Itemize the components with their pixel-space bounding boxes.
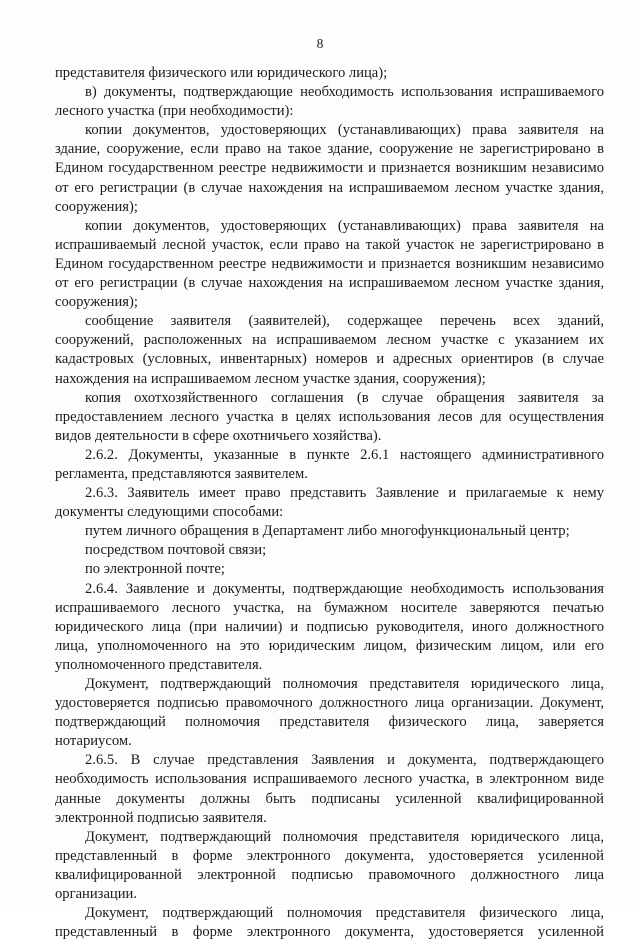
paragraph: в) документы, подтверждающие необходимость использования испрашиваемого лесного участка (при необходимости): [55,84,604,120]
paragraph: копии документов, удостоверяющих (устанавливающих) права заявителя на здание, сооружение, если право на такое здание, сооружение не зарегистрировано в Едином государственном реестре недвижимости и признается возникшим независимо от его регистрации (в случае нахождения на испрашиваемом лесном участке здания, сооружения); [55,122,604,215]
paragraph: Документ, подтверждающий полномочия представителя физического лица, представленный в форме электронного документа, удостоверяется усиленной [55,905,604,941]
paragraph: путем личного обращения в Департамент либо многофункциональный центр; [85,523,570,540]
paragraph: Документ, подтверждающий полномочия представителя юридического лица, удостоверяется подписью правомочного должностного лица организации. Документ, подтверждающий полномочия представителя физического лица, заверяется нотариусом. [55,676,604,750]
paragraph: 2.6.3. Заявитель имеет право представить Заявление и прилагаемые к нему документы следующими способами: [55,485,604,521]
paragraph: сообщение заявителя (заявителей), содержащее перечень всех зданий, сооружений, расположенных на испрашиваемом лесном участке с указанием их кадастровых (условных, инвентарных) номеров и адресных ориентиров (в случае нахождения на испрашиваемом лесном участке здания, сооружения); [55,313,604,387]
paragraph: копия охотхозяйственного соглашения (в случае обращения заявителя за предоставлением лесного участка в целях использования лесов для осуществления видов деятельности в сфере охотничьего хозяйства). [55,389,604,444]
paragraph: Документ, подтверждающий полномочия представителя юридического лица, представленный в форме электронного документа, удостоверяется усиленной квалифицированной электронной подписью правомочного должностного лица организации. [55,828,604,903]
paragraph: по электронной почте; [85,561,225,578]
paragraph: 2.6.4. Заявление и документы, подтверждающие необходимость использования испрашиваемого лесного участка, на бумажном носителе заверяются печатью юридического лица (при наличии) и подписью руководителя, иного должностного лица, уполномоченного на это юридическим лицом, физическим лицом, или его уполномоченного представителя. [55,580,604,673]
paragraph: посредством почтовой связи; [85,542,267,559]
paragraph: представителя физического или юридического лица); [55,65,388,81]
page-number: 8 [316,36,324,51]
paragraph: копии документов, удостоверяющих (устанавливающих) права заявителя на испрашиваемый лесной участок, если право на такой участок не зарегистрировано в Едином государственном реестре недвижимости и признается возникшим независимо от его регистрации (в случае нахождения на испрашиваемом лесном участке здания, сооружения); [55,217,604,311]
paragraph: 2.6.2. Документы, указанные в пункте 2.6.1 настоящего административного регламента, представляются заявителем. [55,446,604,482]
document-body [55,64,604,942]
paragraph: 2.6.5. В случае представления Заявления и документа, подтверждающего необходимость использования испрашиваемого лесного участка, в электронном виде данные документы должны быть подписаны усиленной квалифицированной электронной подписью заявителя. [55,752,604,826]
